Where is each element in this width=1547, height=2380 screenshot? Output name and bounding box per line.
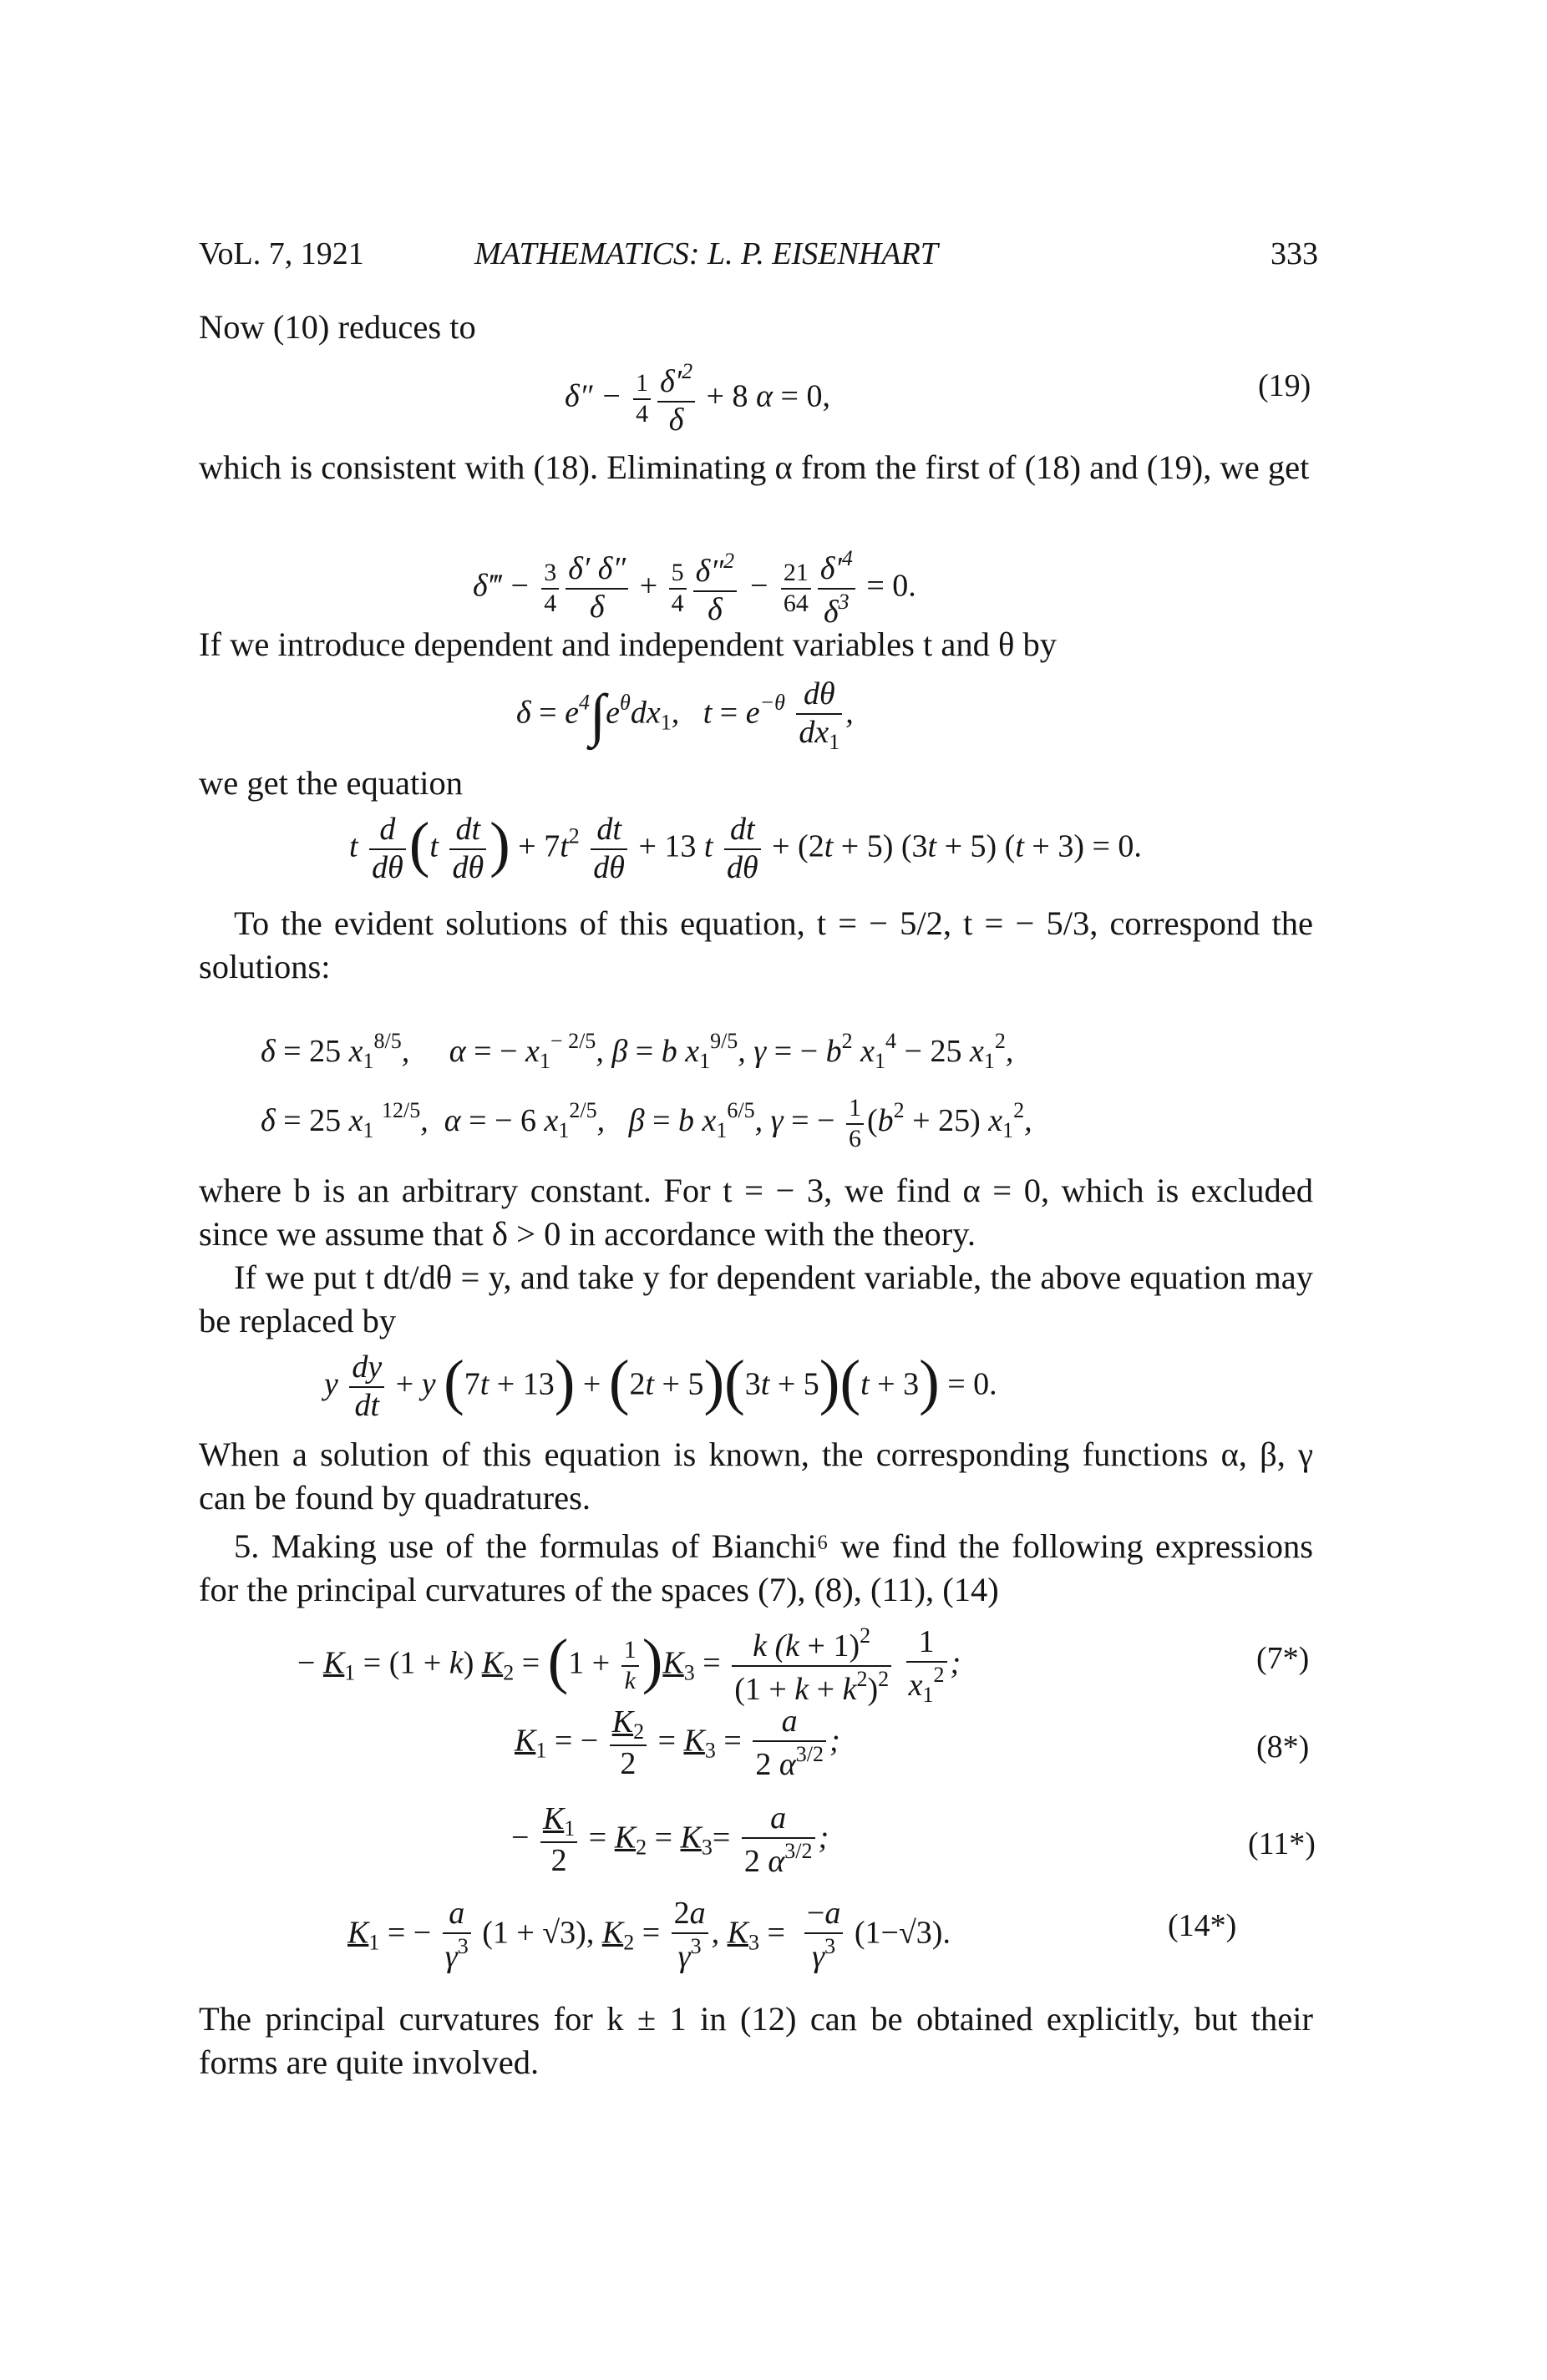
paragraph-text: which is consistent with (18). Eliminating α from the first of (18) and (19), we get (199, 448, 1310, 486)
paragraph-intro (199, 306, 1313, 349)
equation-number: (19) (1258, 368, 1311, 403)
paragraph-substitution-y (199, 1256, 1313, 1343)
paragraph-elimination (199, 446, 1313, 489)
equation-number: (8*) (1256, 1729, 1310, 1765)
paragraph-quadratures (199, 1433, 1313, 1520)
paragraph-text: where b is an arbitrary constant. For t = − 3, we find α = 0, which is excluded since we assume that δ > 0 in accordance with the theory. (199, 1172, 1313, 1253)
page-number: 333 (1271, 236, 1318, 271)
equation-ode: t $\frac{d}{d\theta}$ (t $\frac{dt}{d\theta}$ ) + $7t^2$ $\frac{dt}{d\theta}$ + 13 t $\frac{dt}{d\theta}$ + (2t + 5) (3t + 5) (t + 3) = 0. (349, 810, 1142, 885)
paragraph-variables (199, 623, 1313, 666)
equation-8-star: $K_1$ = − $\frac{K_2}{2}$ = $K_3$ = $\frac{a}{2 \alpha^{3/2}}$ ; (515, 1704, 840, 1782)
paragraph-text: 5. Making use of the formulas of Bianchi⁶ we find the following expressions for the principal curvatures of the spaces (7), (8), (11), (14) (199, 1527, 1313, 1608)
paragraph-text: When a solution of this equation is known, the corresponding functions α, β, γ can be found by quadratures. (199, 1436, 1313, 1517)
equation-y: y $\frac{dy}{dt}$ + y (7t + 13) + (2t + 5)(3t + 5)(t + 3) = 0. (324, 1348, 997, 1423)
equation-14-star: $K_1$ = − $\frac{a}{\gamma^3}$ (1 + √3), $K_2$ = $\frac{2a}{\gamma^3}$ , $K_3$ = $\frac{-a}{\gamma^3}$ (1−√3). (347, 1896, 951, 1974)
paragraph-equation-intro (199, 762, 1313, 805)
equation-solution-1: δ = 25 $x_1^{8/5}$, α = − $x_1^{- 2/5}$, β = b $x_1^{9/5}$, γ = − $b^2$ $x_1^4 - 25$ $x_1^2$, (261, 1029, 1014, 1073)
paragraph-text: The principal curvatures for k ± 1 in (12) can be obtained explicitly, but their forms are quite involved. (199, 2000, 1313, 2081)
equation-19: δ″ − $\frac{1}{4}$ $\frac{\delta'^2}{\delta}$ + 8 α = 0, (565, 359, 830, 438)
equation-third-order: δ‴ − $\frac{3}{4}$ $\frac{\delta' \delta''}{\delta}$ + $\frac{5}{4}$ $\frac{\delta''^2}{\delta}$ − $\frac{21}{64}$ $\frac{\delta'^4}{\delta^3}$ = 0. (473, 546, 916, 630)
volume-year: VoL. 7, 1921 (199, 236, 364, 271)
equation-7-star: − $K_1 = (1 + k) K_2 = (1$ + $\frac{1}{k}$ )$K_3$ = $\frac{k (k + 1)^2}{(1 + k + k^2)^2}$ $\frac{1}{x_1^2}$ ; (297, 1623, 961, 1707)
equation-solution-2: δ = 25 $x_1$ $^{12/5}$, α = − 6 $x_1^{2/5}$, β = b $x_1^{6/5}$, γ = − $\frac{1}{6}$ $(b^2 + 25)$ $x_1^2$, (261, 1094, 1032, 1152)
equation-11-star: − $\frac{K_1}{2}$ = $K_2 = K_3=$ $\frac{a}{2 \alpha^{3/2}}$ ; (511, 1800, 829, 1879)
paragraph-arbitrary-constant (199, 1169, 1313, 1256)
paragraph-evident-solutions (199, 902, 1313, 989)
paragraph-text: If we introduce dependent and independent variables t and θ by (199, 625, 1058, 663)
paragraph-closing (199, 1998, 1313, 2084)
paragraph-bianchi (199, 1525, 1313, 1612)
equation-number: (14*) (1168, 1908, 1237, 1943)
page-header (199, 235, 1318, 279)
paragraph-text: Now (10) reduces to (199, 308, 476, 346)
paragraph-text: If we put t dt/dθ = y, and take y for dependent variable, the above equation may be replaced by (199, 1258, 1313, 1339)
paragraph-text: To the evident solutions of this equation, t = − 5/2, t = − 5/3, correspond the solutions: (199, 904, 1313, 985)
paragraph-text: we get the equation (199, 764, 464, 802)
equation-substitution: $\delta = e^4\int e^\theta dx_1$, $t = e^{-\theta}$ $\frac{d\theta}{dx_1}$ , (516, 676, 854, 754)
equation-number: (11*) (1248, 1826, 1316, 1861)
running-title: MATHEMATICS: L. P. EISENHART (474, 236, 938, 271)
equation-number: (7*) (1256, 1641, 1310, 1676)
